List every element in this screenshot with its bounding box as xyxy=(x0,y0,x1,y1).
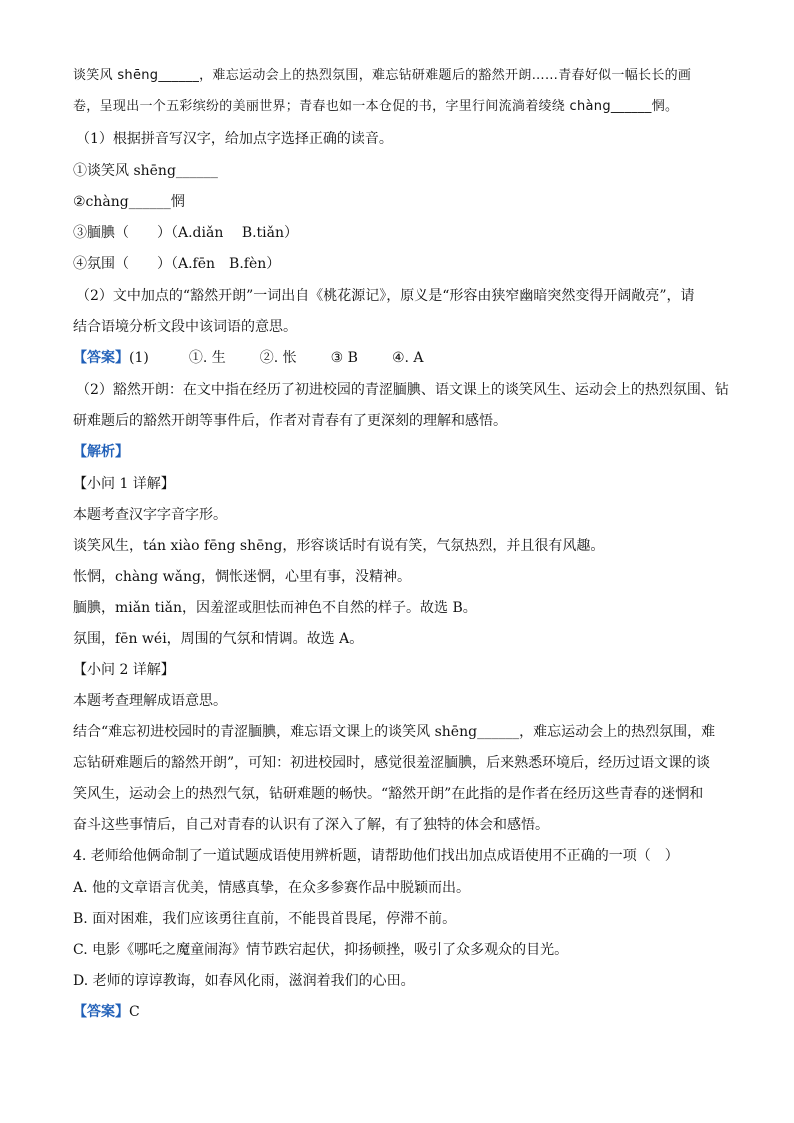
q4-stem: 4. 老师给他俩命制了一道试题成语使用辨析题，请帮助他们找出加点成语使用不正确的一项（ ） xyxy=(73,848,679,864)
q4-option-a: A. 他的文章语言优美，情感真挚，在众多参赛作品中脱颖而出。 xyxy=(73,880,471,896)
answer-row xyxy=(73,348,733,368)
q4-answer-tag: 【答案】 xyxy=(73,1004,129,1020)
answer-item-2: ②. 怅 xyxy=(259,350,297,366)
q1-stem: （1）根据拼音写汉字，给加点字选择正确的读音。 xyxy=(76,131,393,147)
sub1-line-5: 氛围，fēn wéi，周围的气氛和情调。故选 A。 xyxy=(73,631,364,647)
sub2-line-3: 忘钻研难题后的豁然开朗”，可知：初进校园时，感觉很羞涩腼腆，后来熟悉环境后，经历过语文课的谈 xyxy=(73,755,711,771)
sub1-line-1: 本题考查汉字字音字形。 xyxy=(73,507,227,523)
sub1-line-2: 谈笑风生，tán xiào fēng shēng，形容谈话时有说有笑，气氛热烈，并且很有风趣。 xyxy=(73,538,605,554)
sub1-line-4: 腼腆，miǎn tiǎn，因羞涩或胆怯而神色不自然的样子。故选 B。 xyxy=(73,600,477,616)
q1-item-2: ②chàng______惘 xyxy=(73,194,185,210)
sub2-line-5: 奋斗这些事情后，自己对青春的认识有了深入了解，有了独特的体会和感悟。 xyxy=(73,817,549,833)
answer-item-1: ①. 生 xyxy=(188,350,226,366)
q4-option-b: B. 面对困难，我们应该勇往直前，不能畏首畏尾，停滞不前。 xyxy=(73,911,457,927)
answer-part2-line-1: （2）豁然开朗：在文中指在经历了初进校园的青涩腼腆、语文课上的谈笑风生、运动会上的热烈氛围、钻 xyxy=(76,382,729,398)
analysis-heading xyxy=(73,442,733,462)
sub1-line-3: 怅惘，chàng wǎng，惆怅迷惘，心里有事，没精神。 xyxy=(73,569,411,585)
q4-option-d: D. 老师的谆谆教诲，如春风化雨，滋润着我们的心田。 xyxy=(73,973,415,989)
sub2-line-4: 笑风生，运动会上的热烈气氛，钻研难题的畅快。“豁然开朗”在此指的是作者在经历这些青春的迷惘和 xyxy=(73,786,704,802)
q4-answer-value: C xyxy=(129,1004,140,1020)
answer-tag: 【答案】 xyxy=(73,350,129,366)
q2-line-2: 结合语境分析文段中该词语的意思。 xyxy=(73,319,297,335)
answer-part2-line-2: 研难题后的豁然开朗等事件后，作者对青春有了更深刻的理解和感悟。 xyxy=(73,413,507,429)
answer-item-3: ③ B xyxy=(330,350,358,366)
q4-answer-row xyxy=(73,1002,733,1022)
q1-item-1: ①谈笑风 shēng______ xyxy=(73,163,218,179)
sub-question-1-title: 【小问 1 详解】 xyxy=(73,476,175,492)
answer-item-4: ④. A xyxy=(391,350,424,366)
sub2-line-1: 本题考查理解成语意思。 xyxy=(73,693,227,709)
q1-item-3: ③腼腆（ ）（A.diǎn B.tiǎn） xyxy=(73,225,299,241)
analysis-tag: 【解析】 xyxy=(73,444,129,460)
q4-option-c: C. 电影《哪吒之魔童闹海》情节跌宕起伏，抑扬顿挫，吸引了众多观众的目光。 xyxy=(73,942,569,958)
passage-line-2: 卷，呈现出一个五彩缤纷的美丽世界；青春也如一本仓促的书，字里行间流淌着绫绕 chàng______惘。 xyxy=(73,99,679,114)
q1-item-4: ④氛围（ ）（A.fēn B.fèn） xyxy=(73,256,281,272)
sub2-line-2: 结合“难忘初进校园时的青涩腼腆，难忘语文课上的谈笑风 shēng______，难忘运动会上的热烈氛围，难 xyxy=(73,724,716,740)
answer-part-1: (1) xyxy=(129,350,149,366)
sub-question-2-title: 【小问 2 详解】 xyxy=(73,662,175,678)
q2-line-1: （2）文中加点的“豁然开朗”一词出自《桃花源记》，原义是“形容由狭窄幽暗突然变得开阔敞亮”，请 xyxy=(76,288,695,304)
passage-line-1: 谈笑风 shēng______，难忘运动会上的热烈氛围，难忘钻研难题后的豁然开朗……青春好似一幅长长的画 xyxy=(73,68,692,83)
